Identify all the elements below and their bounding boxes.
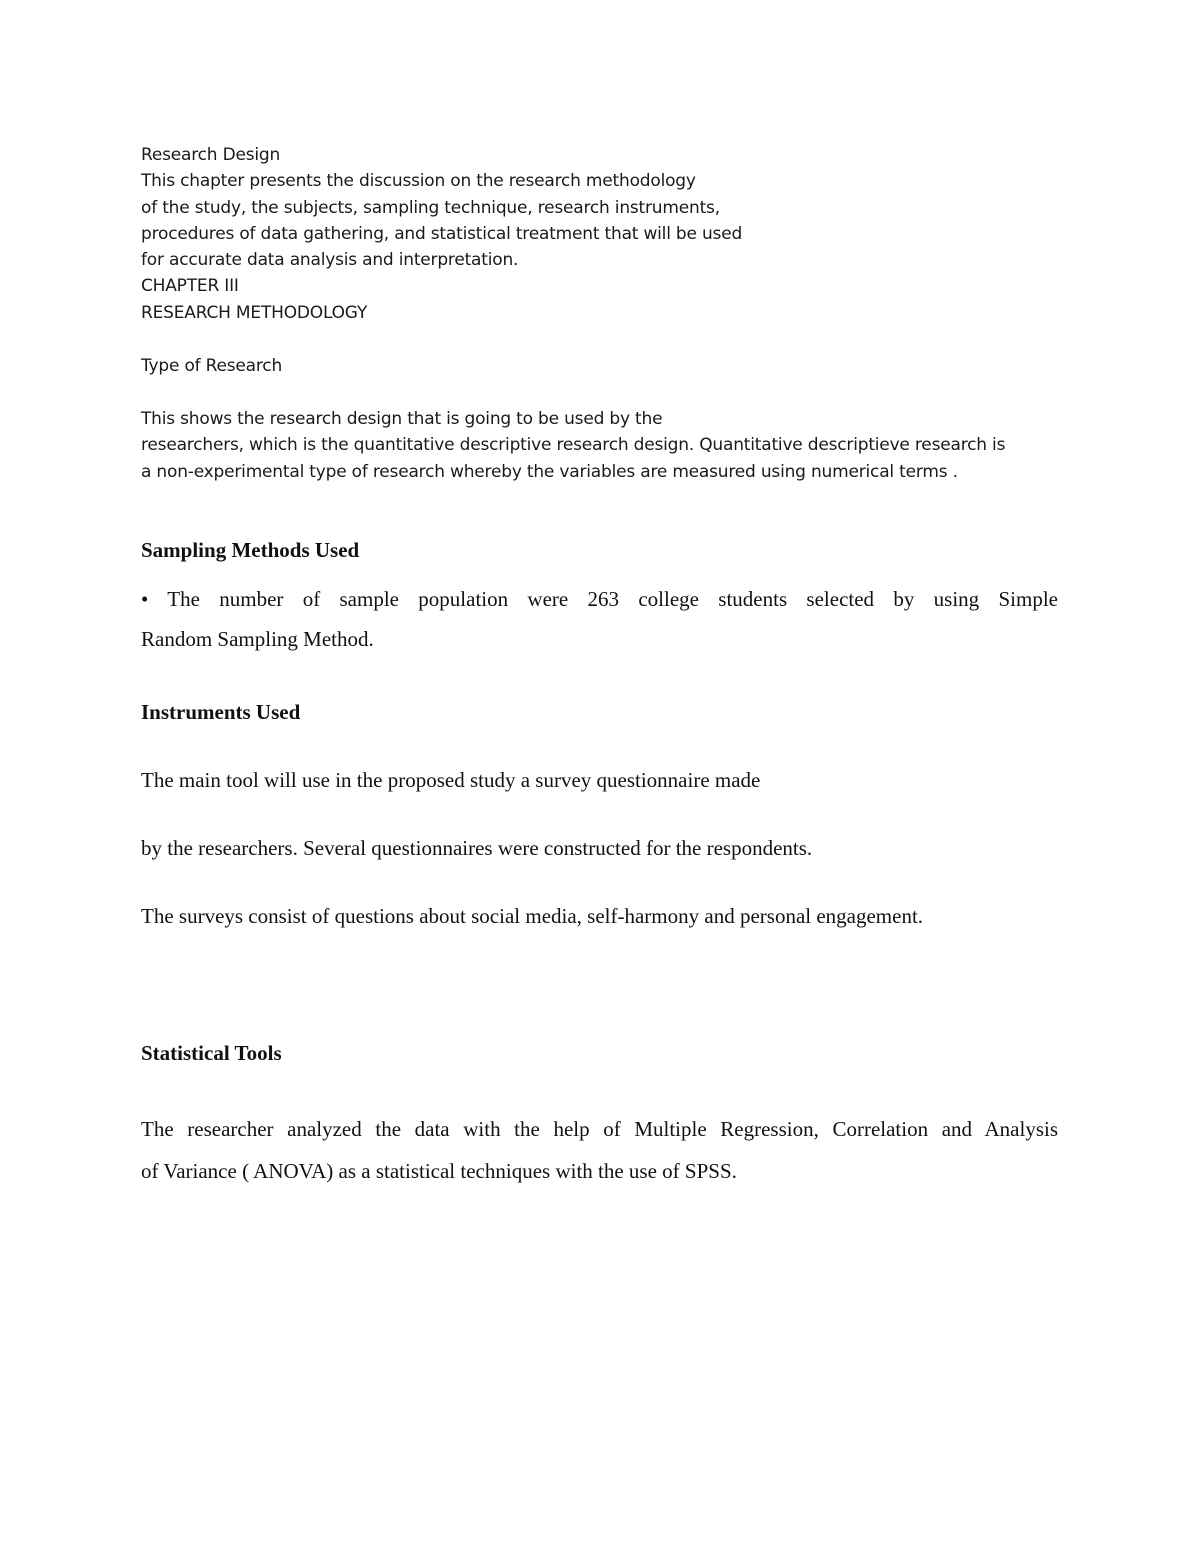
type-line-2: researchers, which is the quantitative descriptive research design. Quantitative descriptieve research is [141, 435, 1006, 456]
sampling-body [141, 579, 1058, 659]
instruments-heading: Instruments Used [141, 700, 301, 724]
sampling-line-2: Random Sampling Method. [141, 627, 374, 651]
intro-section [141, 142, 742, 326]
stats-line-2: of Variance ( ANOVA) as a statistical techniques with the use of SPSS. [141, 1159, 737, 1183]
type-of-research-body [141, 406, 1005, 485]
instruments-p1: The main tool will use in the proposed study a survey questionnaire made [141, 768, 761, 792]
intro-line-4: for accurate data analysis and interpretation. [141, 250, 519, 271]
instruments-p2: by the researchers. Several questionnaires were constructed for the respondents. [141, 836, 813, 860]
type-of-research-heading: Type of Research [141, 356, 283, 376]
sampling-line-1: • The number of sample population were 263 college students selected by using Simple [141, 587, 1058, 611]
instruments-p3: The surveys consist of questions about social media, self-harmony and personal engagement. [141, 904, 924, 928]
research-design-title: Research Design [141, 145, 281, 165]
type-of-research-heading-wrap [141, 353, 282, 379]
chapter-label: CHAPTER III [141, 276, 239, 297]
intro-line-1: This chapter presents the discussion on the research methodology [141, 171, 696, 192]
intro-line-2: of the study, the subjects, sampling technique, research instruments, [141, 197, 720, 218]
statistical-tools-heading: Statistical Tools [141, 1041, 282, 1065]
type-line-3: a non-experimental type of research whereby the variables are measured using numerical terms . [141, 461, 958, 482]
chapter-title: RESEARCH METHODOLOGY [141, 302, 368, 323]
type-line-1: This shows the research design that is going to be used by the [141, 409, 663, 429]
statistical-tools-body [141, 1108, 1058, 1192]
sampling-heading: Sampling Methods Used [141, 538, 360, 562]
stats-line-1: The researcher analyzed the data with the help of Multiple Regression, Correlation and Analysis [141, 1117, 1058, 1141]
intro-line-3: procedures of data gathering, and statistical treatment that will be used [141, 223, 743, 244]
